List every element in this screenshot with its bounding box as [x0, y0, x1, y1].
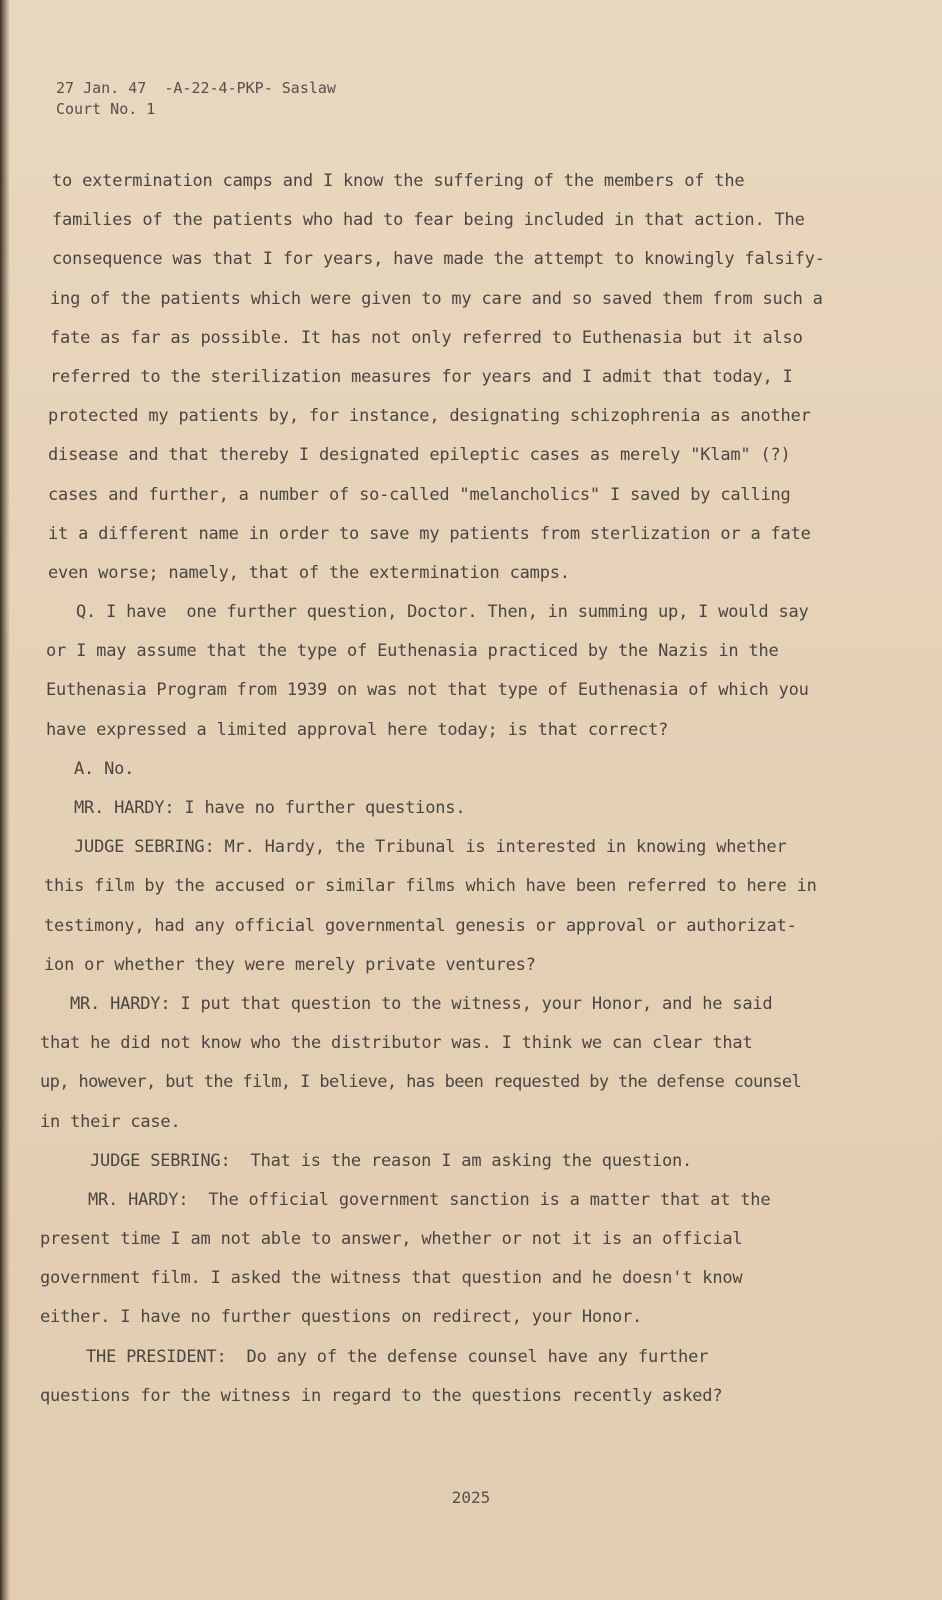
header-court-line: Court No. 1: [56, 100, 156, 118]
speaker-line: MR. HARDY: I put that question to the witness, your Honor, and he said: [70, 993, 773, 1014]
page-edge-shadow: [0, 0, 10, 1600]
text-line: or I may assume that the type of Euthenasia practiced by the Nazis in the: [46, 641, 779, 662]
text-line: ion or whether they were merely private ventures?: [44, 954, 536, 975]
speaker-line: JUDGE SEBRING: Mr. Hardy, the Tribunal is interested in knowing whether: [74, 837, 787, 858]
text-line: fate as far as possible. It has not only referred to Euthenasia but it also: [50, 327, 803, 348]
page-number: 2025: [451, 1488, 491, 1507]
text-line: ing of the patients which were given to my care and so saved them from such a: [50, 288, 823, 309]
header-date-line: 27 Jan. 47 -A-22-4-PKP- Saslaw: [56, 79, 336, 97]
text-line: it a different name in order to save my patients from sterlization or a fate: [48, 523, 811, 544]
text-line: up, however, but the film, I believe, has been requested by the defense counsel: [40, 1072, 802, 1093]
text-line: consequence was that I for years, have made the attempt to knowingly falsify-: [52, 249, 825, 270]
answer-line: A. No.: [74, 758, 135, 779]
text-line: referred to the sterilization measures for years and I admit that today, I: [50, 366, 793, 387]
transcript-body: [40, 162, 900, 1416]
text-line: that he did not know who the distributor was. I think we can clear that: [40, 1033, 753, 1054]
speaker-line: THE PRESIDENT: Do any of the defense counsel have any further: [86, 1346, 709, 1367]
text-line: this film by the accused or similar films which have been referred to here in: [44, 876, 817, 897]
page-header: [56, 78, 336, 120]
text-line: to extermination camps and I know the suffering of the members of the: [52, 171, 745, 191]
text-line: cases and further, a number of so-called "melancholics" I saved by calling: [48, 484, 791, 505]
text-line: in their case.: [40, 1111, 181, 1132]
text-line: government film. I asked the witness that question and he doesn't know: [40, 1268, 743, 1289]
question-line: Q. I have one further question, Doctor. Then, in summing up, I would say: [76, 602, 809, 623]
text-line: even worse; namely, that of the extermination camps.: [48, 562, 570, 583]
text-line: present time I am not able to answer, whether or not it is an official: [40, 1229, 743, 1250]
text-line: disease and that thereby I designated epileptic cases as merely "Klam" (?): [48, 445, 791, 466]
text-line: either. I have no further questions on redirect, your Honor.: [40, 1307, 643, 1328]
speaker-line: MR. HARDY: I have no further questions.: [74, 798, 466, 818]
text-line: questions for the witness in regard to the questions recently asked?: [40, 1385, 723, 1406]
text-line: families of the patients who had to fear being included in that action. The: [52, 210, 805, 231]
text-line: protected my patients by, for instance, designating schizophrenia as another: [48, 406, 811, 427]
text-line: Euthenasia Program from 1939 on was not that type of Euthenasia of which you: [46, 680, 809, 701]
text-line: testimony, had any official governmental genesis or approval or authorizat-: [44, 915, 797, 936]
speaker-line: JUDGE SEBRING: That is the reason I am asking the question.: [90, 1150, 693, 1171]
speaker-line: MR. HARDY: The official government sanction is a matter that at the: [88, 1189, 771, 1210]
text-line: have expressed a limited approval here today; is that correct?: [46, 719, 669, 740]
